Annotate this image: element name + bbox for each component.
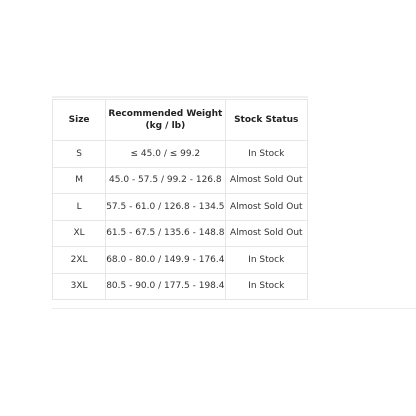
cell-weight: 57.5 - 61.0 / 126.8 - 134.5 bbox=[106, 194, 225, 221]
cell-stock: Almost Sold Out bbox=[225, 167, 308, 194]
cell-size: 2XL bbox=[53, 247, 106, 274]
cell-stock: In Stock bbox=[225, 273, 308, 300]
cell-stock: Almost Sold Out bbox=[225, 194, 308, 221]
top-divider bbox=[52, 96, 308, 98]
header-size: Size bbox=[53, 100, 106, 141]
cell-size: S bbox=[53, 141, 106, 168]
cell-stock: In Stock bbox=[225, 247, 308, 274]
cell-weight: 45.0 - 57.5 / 99.2 - 126.8 bbox=[106, 167, 225, 194]
cell-size: XL bbox=[53, 220, 106, 247]
cell-size: 3XL bbox=[53, 273, 106, 300]
table-header-row bbox=[53, 100, 308, 141]
header-stock-status: Stock Status bbox=[225, 100, 308, 141]
table-row bbox=[53, 167, 308, 194]
size-chart-table bbox=[52, 99, 308, 300]
cell-stock: Almost Sold Out bbox=[225, 220, 308, 247]
bottom-divider bbox=[52, 308, 416, 309]
header-recommended-weight: Recommended Weight (kg / lb) bbox=[106, 100, 225, 141]
table-row bbox=[53, 141, 308, 168]
table-row bbox=[53, 194, 308, 221]
cell-size: L bbox=[53, 194, 106, 221]
cell-weight: ≤ 45.0 / ≤ 99.2 bbox=[106, 141, 225, 168]
table-row bbox=[53, 247, 308, 274]
cell-weight: 80.5 - 90.0 / 177.5 - 198.4 bbox=[106, 273, 225, 300]
table-row bbox=[53, 273, 308, 300]
cell-size: M bbox=[53, 167, 106, 194]
cell-weight: 61.5 - 67.5 / 135.6 - 148.8 bbox=[106, 220, 225, 247]
cell-stock: In Stock bbox=[225, 141, 308, 168]
table-row bbox=[53, 220, 308, 247]
cell-weight: 68.0 - 80.0 / 149.9 - 176.4 bbox=[106, 247, 225, 274]
